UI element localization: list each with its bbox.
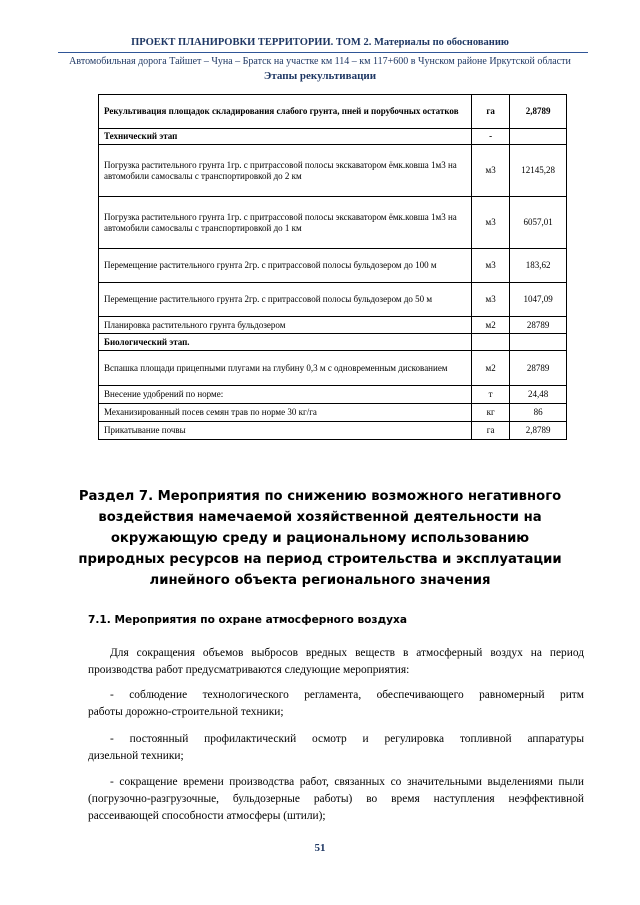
table-cell-value: 12145,28 [510,145,567,197]
paragraph-line: - постоянный профилактический осмотр и регулировка топливной аппаратуры [110,733,584,745]
table-cell-value: 86 [510,404,567,422]
paragraph-item-inspection [88,731,584,765]
table-row [99,95,567,129]
paragraph-line: дизельной техники; [88,750,184,762]
table-row [99,283,567,317]
table-cell-unit: га [471,95,509,129]
table-row [99,404,567,422]
table-cell-unit: м3 [471,197,509,249]
table-cell-name: Вспашка площади прицепными плугами на глубину 0,3 м с одновременным дискованием [99,351,472,386]
paragraph-intro [88,645,584,679]
paragraph-line: - соблюдение технологического регламента, обеспечивающего равномерный ритм [110,689,584,701]
paragraph-item-regulation [88,687,584,721]
table-cell-name: Прикатывание почвы [99,422,472,440]
table-cell-name: Погрузка растительного грунта 1гр. с притрассовой полосы экскаватором ёмк.ковша 1м3 на автомобили самосвалы с транспортировкой до 1 км [99,197,472,249]
table-cell-unit: м2 [471,351,509,386]
table-cell-value: 6057,01 [510,197,567,249]
paragraph-line: Для сокращения объемов выбросов вредных веществ в атмосферный воздух на период [110,647,584,659]
table-cell-name: Технический этап [99,129,472,145]
table-cell-unit: м2 [471,317,509,334]
table-cell-name: Рекультивация площадок складирования слабого грунта, пней и порубочных остатков [99,95,472,129]
paragraph-line: производства работ предусматриваются следующие мероприятия: [88,664,410,676]
table-row [99,197,567,249]
table-row [99,386,567,404]
table-cell-name: Перемещение растительного грунта 2гр. с притрассовой полосы бульдозером до 50 м [99,283,472,317]
paragraph-line: рассеивающей способности атмосферы (штили); [88,810,326,822]
table-cell-value [510,334,567,351]
table-cell-unit: м3 [471,283,509,317]
table-cell-name: Планировка растительного грунта бульдозером [99,317,472,334]
table-cell-name: Внесение удобрений по норме: [99,386,472,404]
table-cell-value: 1047,09 [510,283,567,317]
table-cell-value: 183,62 [510,249,567,283]
table-cell-name: Биологический этап. [99,334,472,351]
header-divider [58,52,588,53]
table-cell-unit: м3 [471,145,509,197]
table-row [99,317,567,334]
table-cell-value: 24,48 [510,386,567,404]
table-cell-value: 28789 [510,317,567,334]
header-title: ПРОЕКТ ПЛАНИРОВКИ ТЕРРИТОРИИ. ТОМ 2. Материалы по обоснованию [131,37,509,48]
table-cell-unit: т [471,386,509,404]
table-cell-unit: - [471,129,509,145]
table-row [99,422,567,440]
table-cell-value: 2,8789 [510,422,567,440]
table-row [99,249,567,283]
table-cell-name: Перемещение растительного грунта 2гр. с притрассовой полосы бульдозером до 100 м [99,249,472,283]
section-heading: Этапы рекультивации [263,70,377,82]
table-row [99,334,567,351]
table-row [99,129,567,145]
paragraph-item-dust [88,774,584,825]
section-7-title: Раздел 7. Мероприятия по снижению возможного негативного воздействия намечаемой хозяйственной деятельности на окружающую среду и рациональному использованию природных ресурсов на период строительства и эксплуатации линейного объекта регионального значения [78,489,562,588]
paragraph-line: (погрузочно-разгрузочные, бульдозерные работы) во время наступления неэффективной [88,793,584,805]
table-cell-unit: кг [471,404,509,422]
table-cell-value: 2,8789 [510,95,567,129]
table-cell-value: 28789 [510,351,567,386]
paragraph-line: - сокращение времени производства работ, связанных со значительными выделениями пыли [110,776,584,788]
table-cell-unit: м3 [471,249,509,283]
subsection-7-1-title: 7.1. Мероприятия по охране атмосферного воздуха [88,614,408,626]
table-cell-unit [471,334,509,351]
table-cell-value [510,129,567,145]
header-road-name: Автомобильная дорога Тайшет – Чуна – Братск на участке км 114 – км 117+600 в Чунском районе Иркутской области [69,56,571,67]
paragraph-line: работы дорожно-строительной техники; [88,706,284,718]
table-row [99,351,567,386]
table-cell-name: Погрузка растительного грунта 1гр. с притрассовой полосы экскаватором ёмк.ковша 1м3 на автомобили самосвалы с транспортировкой до 2 км [99,145,472,197]
table-cell-name: Механизированный посев семян трав по норме 30 кг/га [99,404,472,422]
reclamation-table [98,94,567,440]
table-cell-unit: га [471,422,509,440]
page-number: 51 [314,842,326,854]
table-row [99,145,567,197]
